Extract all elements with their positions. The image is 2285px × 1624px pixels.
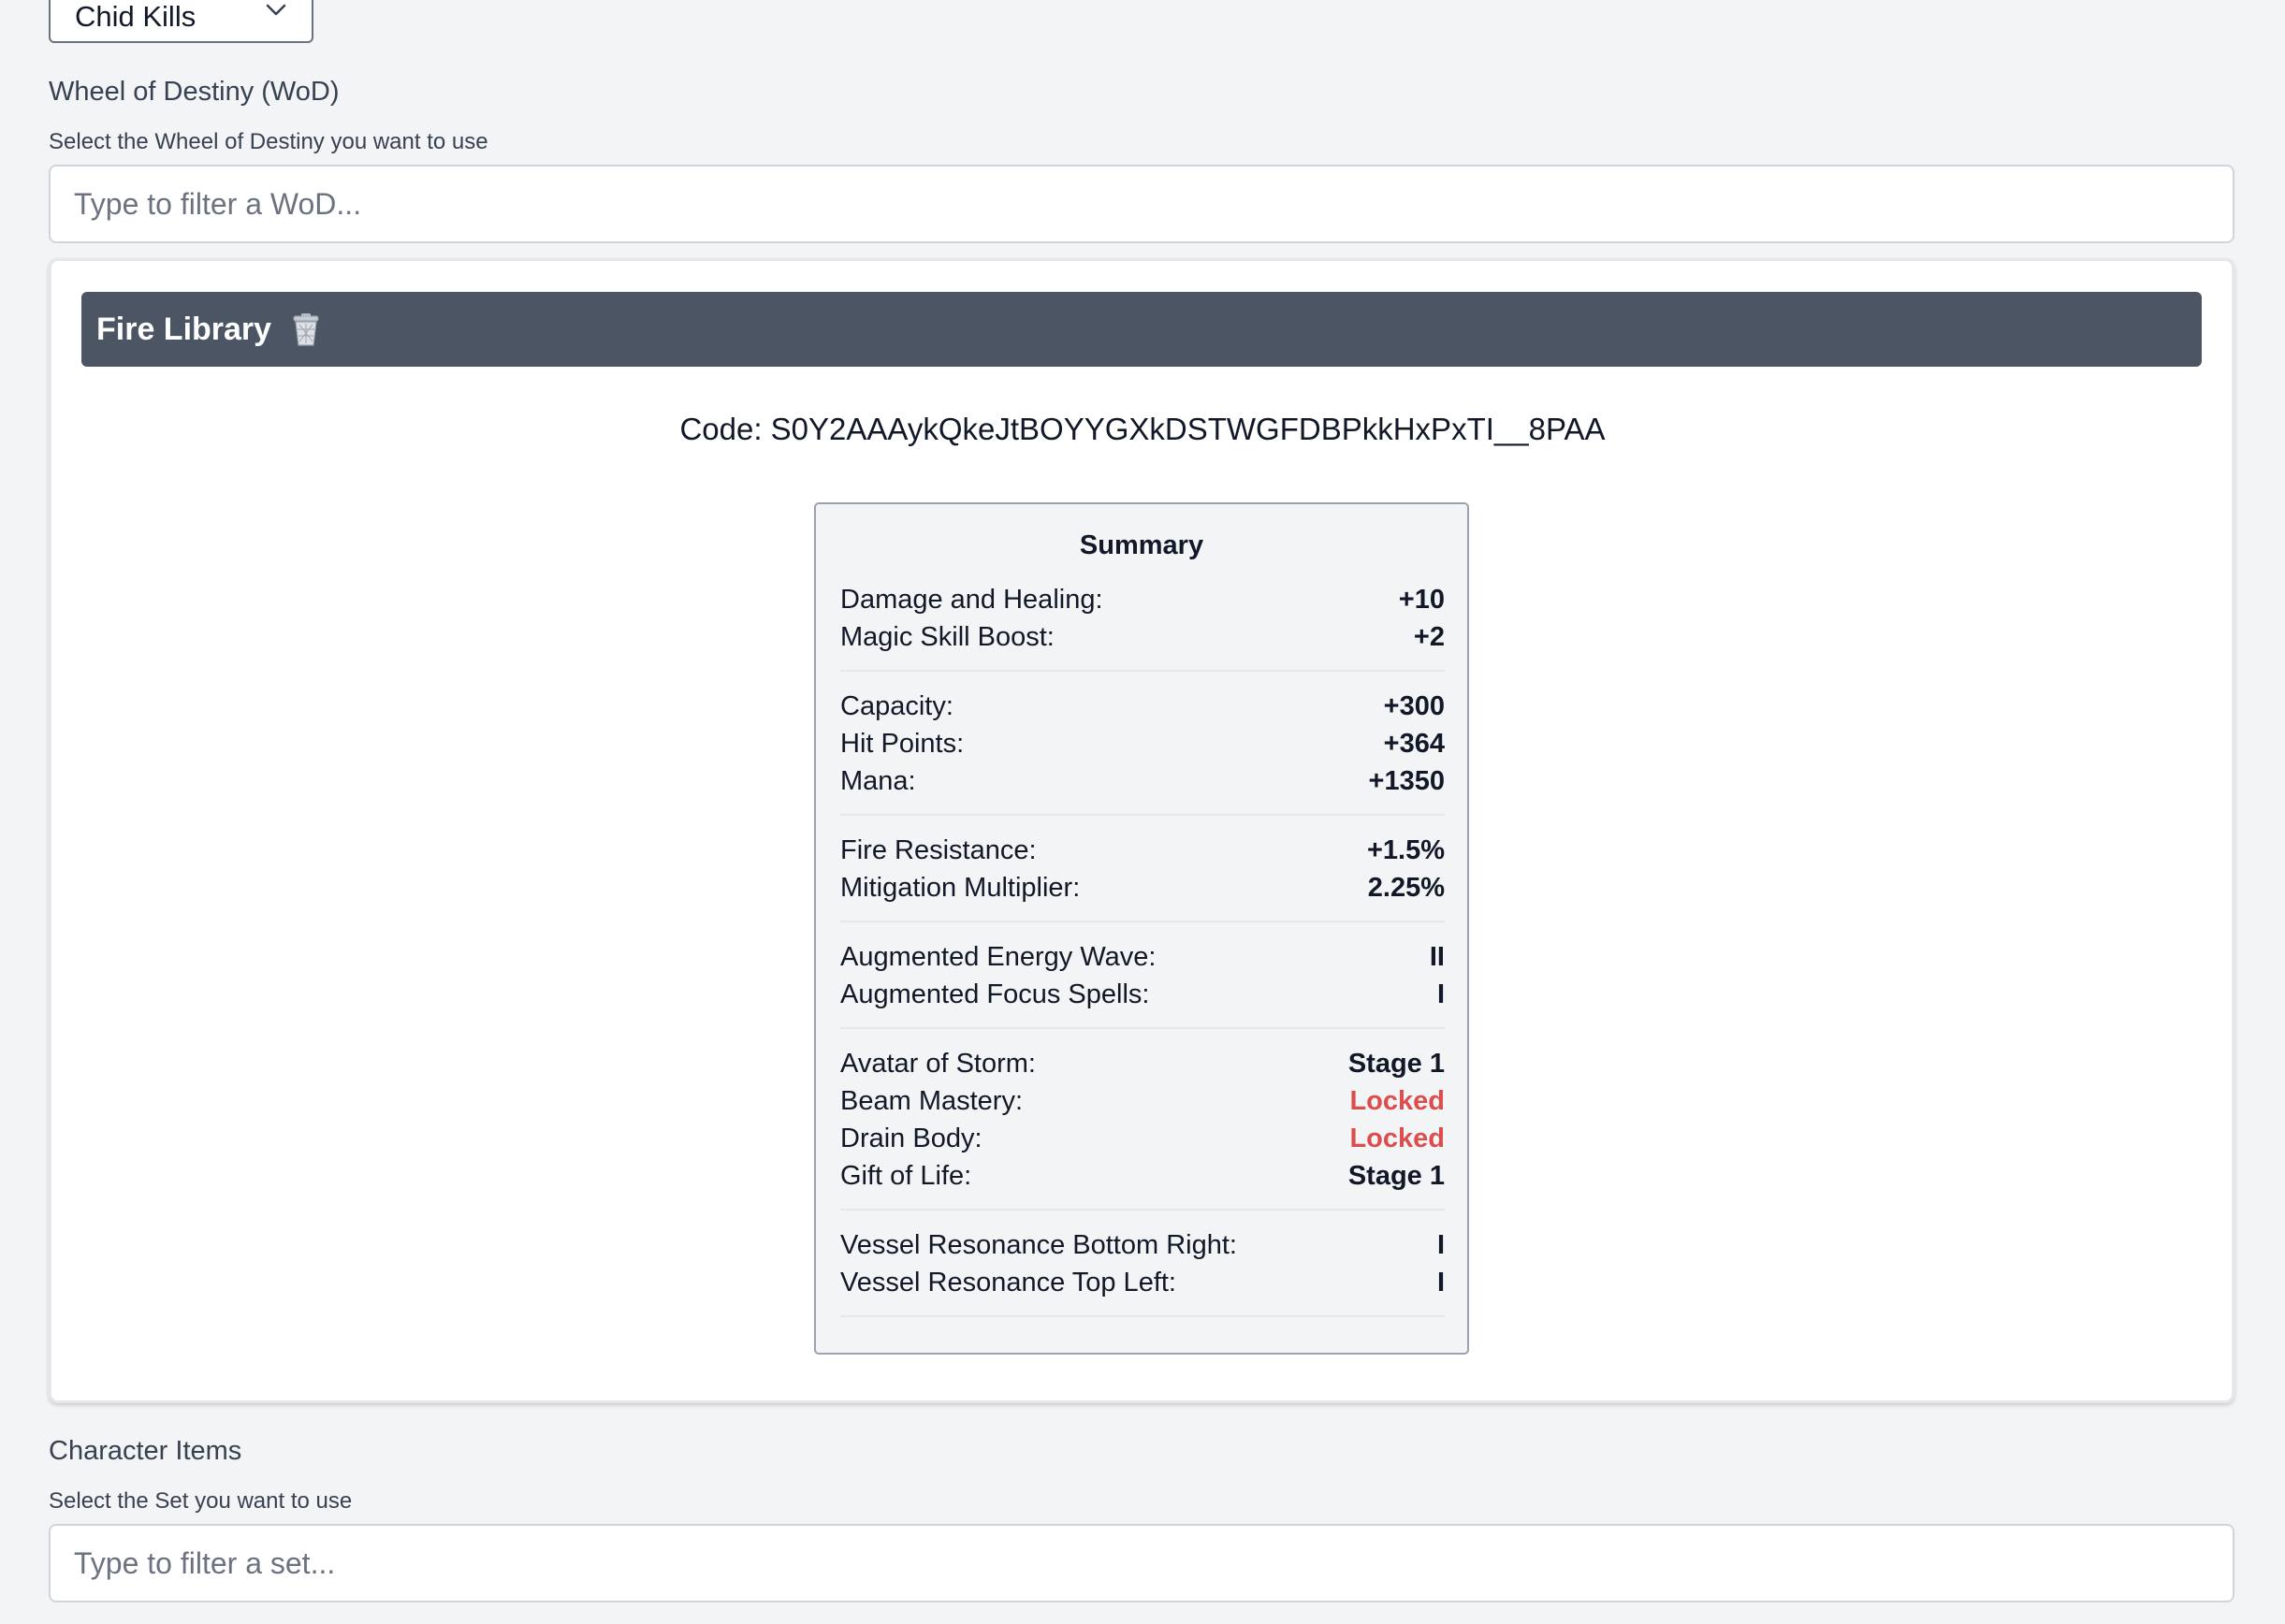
summary-row-value: I — [1436, 1230, 1445, 1260]
summary-row-value: I — [1436, 1268, 1445, 1298]
summary-row — [840, 618, 1445, 656]
summary-row-label: Hit Points: — [840, 729, 965, 759]
summary-row-label: Magic Skill Boost: — [840, 622, 1055, 652]
summary-row — [840, 762, 1445, 800]
summary-row — [840, 1226, 1445, 1264]
summary-title: Summary — [1079, 530, 1204, 560]
summary-row-value: +300 — [1383, 691, 1445, 721]
summary-row-value: Stage 1 — [1347, 1161, 1445, 1191]
summary-row — [840, 869, 1445, 906]
summary-row-label: Augmented Energy Wave: — [840, 942, 1157, 972]
trash-icon[interactable] — [287, 311, 325, 348]
summary-row — [840, 581, 1445, 618]
items-label: Character Items — [49, 1436, 242, 1466]
kills-select-value: Chid Kills — [75, 0, 196, 33]
summary-divider — [840, 814, 1445, 816]
summary-row — [840, 1264, 1445, 1301]
summary-row — [840, 1045, 1445, 1082]
summary-row-value: +2 — [1413, 622, 1445, 652]
summary-row — [840, 688, 1445, 725]
summary-row-label: Mitigation Multiplier: — [840, 873, 1081, 903]
summary-row-value: I — [1436, 979, 1445, 1009]
locked-status: Locked — [1349, 1086, 1445, 1116]
wod-filter-input[interactable] — [49, 165, 2234, 243]
items-help-text: Select the Set you want to use — [49, 1488, 353, 1514]
summary-divider — [840, 1209, 1445, 1211]
summary-row-label: Damage and Healing: — [840, 585, 1103, 615]
summary-row — [840, 725, 1445, 762]
summary-row-label: Vessel Resonance Top Left: — [840, 1268, 1176, 1298]
summary-row-value: +1.5% — [1366, 835, 1445, 865]
summary-row-value: II — [1429, 942, 1445, 972]
summary-row-label: Mana: — [840, 766, 916, 796]
summary-row-value: Stage 1 — [1347, 1049, 1445, 1079]
summary-row-value: +10 — [1398, 585, 1445, 615]
summary-panel — [814, 502, 1469, 1355]
summary-row — [840, 1120, 1445, 1157]
wod-code: Code: S0Y2AAAykQkeJtBOYYGXkDSTWGFDBPkkHxPxTI__8PAA — [679, 412, 1606, 446]
wod-card-header — [81, 292, 2202, 367]
summary-row-label: Gift of Life: — [840, 1161, 972, 1191]
summary-divider — [840, 921, 1445, 922]
set-filter-input[interactable] — [49, 1524, 2234, 1602]
summary-row — [840, 976, 1445, 1013]
summary-row-label: Vessel Resonance Bottom Right: — [840, 1230, 1237, 1260]
summary-row — [840, 1082, 1445, 1120]
wod-card-title: Fire Library — [96, 312, 272, 347]
summary-row-label: Fire Resistance: — [840, 835, 1037, 865]
summary-divider — [840, 1315, 1445, 1317]
chevron-down-icon — [265, 0, 287, 21]
wod-label: Wheel of Destiny (WoD) — [49, 77, 340, 107]
summary-divider — [840, 1027, 1445, 1029]
summary-row-value: 2.25% — [1367, 873, 1445, 903]
summary-divider — [840, 670, 1445, 672]
summary-row-label: Augmented Focus Spells: — [840, 979, 1150, 1009]
summary-row-value: +364 — [1383, 729, 1445, 759]
wod-help-text: Select the Wheel of Destiny you want to use — [49, 129, 488, 154]
summary-row-value: +1350 — [1368, 766, 1445, 796]
locked-status: Locked — [1349, 1124, 1445, 1153]
summary-row-label: Drain Body: — [840, 1124, 982, 1153]
summary-row — [840, 938, 1445, 976]
summary-row — [840, 832, 1445, 869]
summary-row — [840, 1157, 1445, 1195]
summary-row-label: Capacity: — [840, 691, 953, 721]
summary-row-label: Avatar of Storm: — [840, 1049, 1036, 1079]
summary-row-label: Beam Mastery: — [840, 1086, 1023, 1116]
kills-select[interactable] — [49, 0, 313, 43]
